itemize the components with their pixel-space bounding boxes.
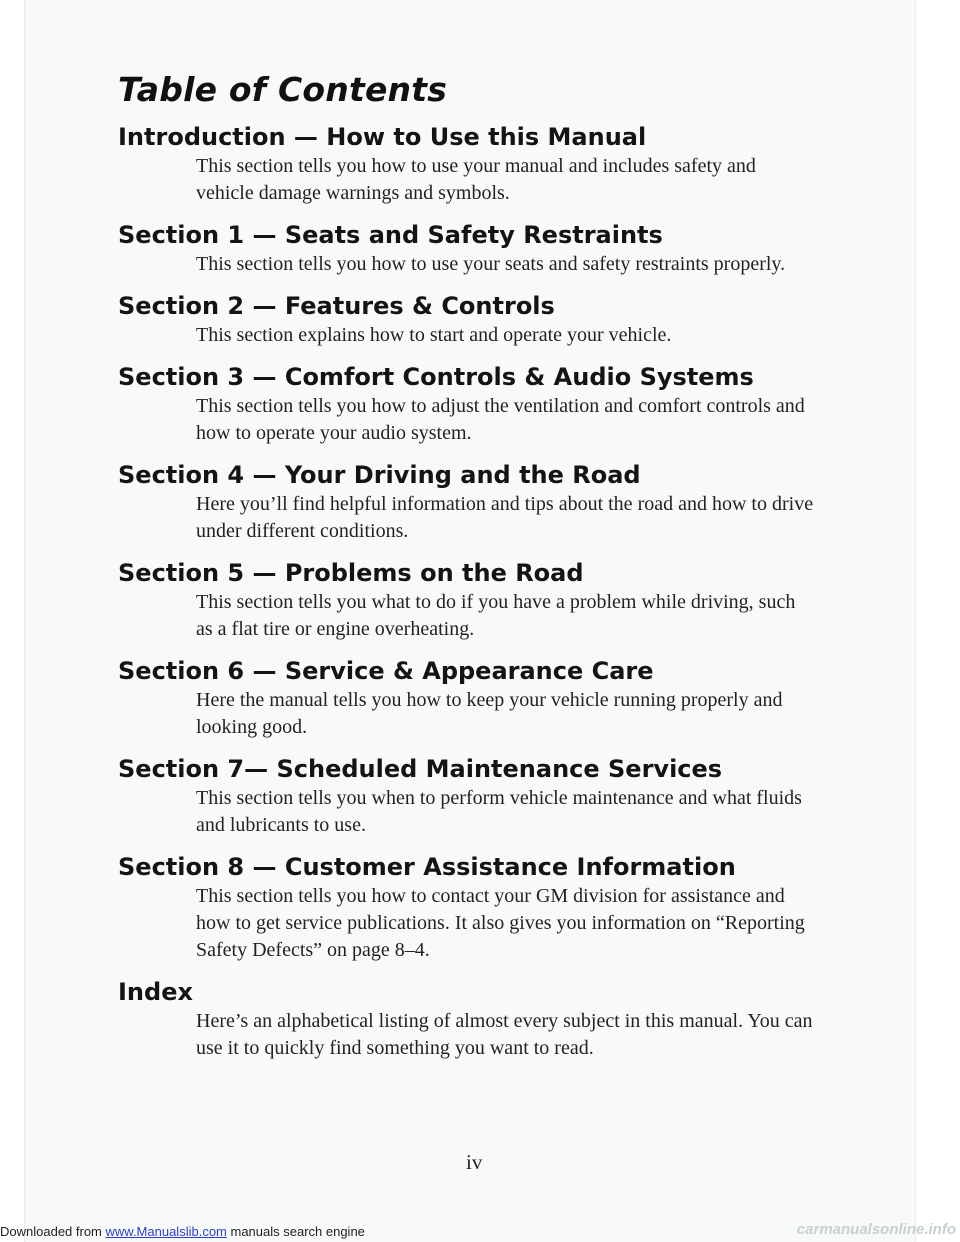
toc-entry-description: Here the manual tells you how to keep your vehicle running properly and looking good. [196, 689, 783, 738]
toc-entry-heading: Section 4 — Your Driving and the Road [118, 461, 641, 489]
toc-entry-description: This section tells you when to perform vehicle maintenance and what fluids and lubricants to use. [196, 787, 802, 836]
toc-entry-introduction [118, 121, 878, 207]
toc-entry-description: This section tells you how to adjust the ventilation and comfort controls and how to operate your audio system. [196, 395, 805, 444]
toc-entry-index [118, 976, 878, 1062]
toc-entry-heading: Section 2 — Features & Controls [118, 292, 555, 320]
toc-entry-heading: Section 1 — Seats and Safety Restraints [118, 221, 663, 249]
toc-entry-description: This section tells you what to do if you have a problem while driving, such as a flat tire or engine overheating. [196, 591, 796, 640]
toc-entry-description: Here’s an alphabetical listing of almost every subject in this manual. You can use it to quickly find something you want to read. [196, 1010, 813, 1059]
toc-entry-heading: Section 6 — Service & Appearance Care [118, 657, 654, 685]
page-number: iv [466, 1150, 483, 1174]
toc-entry-section-8 [118, 851, 878, 964]
toc-entry-section-5 [118, 557, 878, 643]
toc-entry-heading: Introduction — How to Use this Manual [118, 123, 647, 151]
toc-entry-heading: Section 7— Scheduled Maintenance Services [118, 755, 723, 783]
toc-entry-description: This section explains how to start and operate your vehicle. [196, 324, 672, 346]
toc-entry-heading: Section 3 — Comfort Controls & Audio Systems [118, 363, 754, 391]
toc-entry-section-4 [118, 459, 878, 545]
toc-entry-heading: Index [118, 978, 193, 1006]
toc-entry-section-6 [118, 655, 878, 741]
toc-entry-description: Here you’ll find helpful information and tips about the road and how to drive under different conditions. [196, 493, 814, 542]
toc-entry-section-1 [118, 219, 878, 278]
toc-entry-description: This section tells you how to contact your GM division for assistance and how to get service publications. It also gives you information on “Reporting Safety Defects” on page 8–4. [196, 885, 805, 961]
toc-entry-section-2 [118, 290, 878, 349]
toc-entry-heading: Section 8 — Customer Assistance Information [118, 853, 736, 881]
toc-entry-section-3 [118, 361, 878, 447]
manualslib-link[interactable]: www.Manualslib.com [105, 1224, 227, 1239]
toc-content [118, 70, 878, 1074]
toc-entry-section-7 [118, 753, 878, 839]
page-title: Table of Contents [118, 70, 448, 109]
watermark: carmanualsonline.info [796, 1221, 956, 1238]
download-footer [0, 1224, 365, 1239]
toc-entry-description: This section tells you how to use your manual and includes safety and vehicle damage warnings and symbols. [196, 155, 756, 204]
footer-prefix: Downloaded from [0, 1224, 106, 1239]
toc-entry-heading: Section 5 — Problems on the Road [118, 559, 584, 587]
footer-suffix: manuals search engine [226, 1224, 365, 1239]
toc-entry-description: This section tells you how to use your seats and safety restraints properly. [196, 253, 786, 275]
